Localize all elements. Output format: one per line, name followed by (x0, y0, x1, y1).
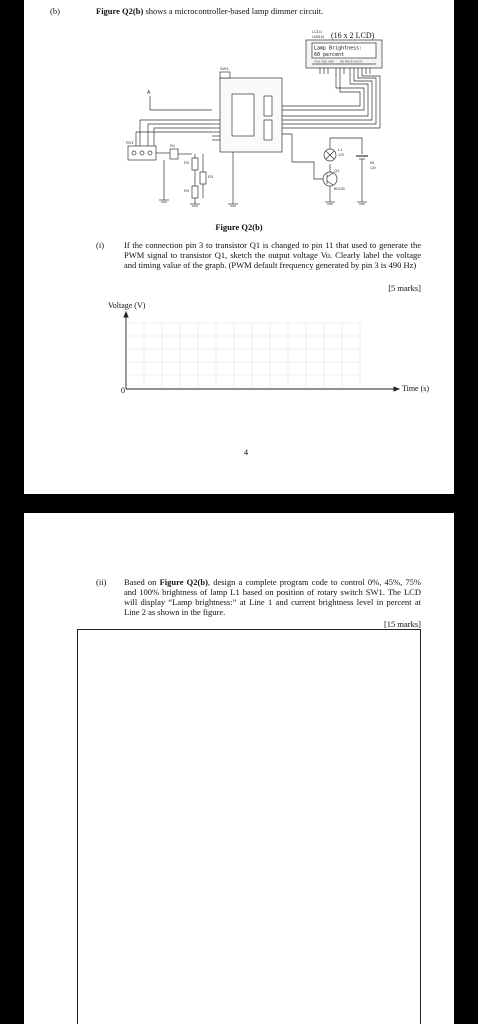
graph-origin: 0 (121, 386, 125, 395)
exam-page-1 (24, 0, 454, 494)
q2-pre: Based on (124, 577, 160, 587)
lcd-ref: LCD1 (312, 29, 323, 34)
part-label-b: (b) (50, 6, 60, 16)
q1-label: (i) (96, 240, 105, 250)
r2-label: R2 (184, 160, 190, 165)
transistor-model: BD139 (334, 187, 345, 191)
supply-label: A (147, 90, 151, 96)
lcd-pins-right: RS RW E D0-D7 (340, 59, 363, 64)
transistor-ref: Q1 (334, 168, 340, 173)
q2-figure-ref: Figure Q2(b) (159, 577, 208, 587)
lcd-caption: (16 x 2 LCD) (331, 31, 375, 40)
battery-value: 12V (370, 166, 377, 170)
q2-marks: [15 marks] (383, 619, 421, 629)
blank-graph-grid (114, 311, 414, 401)
q2-text (124, 577, 421, 617)
q1-text: If the connection pin 3 to transistor Q1 is changed to pin 11 that used to generate the PWM signal to transistor Q1, sketch the output voltage Vo. Clearly label the voltage and timing value of the graph. (PWM default frequency generated by pin 3 is 490 Hz) (124, 240, 421, 270)
r4-label: R4 (184, 188, 190, 193)
exam-page-2 (24, 513, 454, 1024)
lamp-value: 12V (338, 153, 345, 157)
q1-marks: [5 marks] (388, 283, 421, 293)
lcd-line-1: Lamp Brightness: (314, 45, 363, 52)
circuit-schematic (24, 24, 454, 214)
lcd-model: LM016L (312, 35, 325, 39)
q2-post: , design a complete program code to control 0%, 45%, 75% and 100% brightness of lamp L1 based on position of rotary switch SW1. The LCD will display “Lamp brightness:” at Line 1 and current brightness level in percent at Line 2 as shown in the figure. (124, 577, 421, 617)
intro-rest: shows a microcontroller-based lamp dimmer circuit. (143, 6, 324, 16)
switch-ref: RV1 (126, 140, 134, 145)
mcu-ref: SW1 (220, 66, 229, 71)
lcd-pins-left: VSS VDD VEE (314, 59, 335, 64)
lcd-line-2: 60 percent (314, 52, 345, 58)
graph-x-label: Time (s) (402, 384, 430, 393)
mcu-chip (232, 94, 254, 136)
intro-text (96, 6, 323, 16)
q2-label: (ii) (96, 577, 107, 587)
r3-label: R3 (208, 174, 214, 179)
r1-label: R1 (170, 143, 176, 148)
battery-ref: B1 (370, 160, 375, 165)
page-number: 4 (243, 447, 249, 457)
lamp-ref: L1 (338, 147, 343, 152)
figure-caption: Figure Q2(b) (215, 222, 263, 232)
graph-y-label: Voltage (V) (108, 301, 146, 310)
answer-box[interactable] (77, 629, 421, 1024)
intro-figure-ref: Figure Q2(b) (96, 6, 144, 16)
transistor-q1 (323, 172, 337, 186)
